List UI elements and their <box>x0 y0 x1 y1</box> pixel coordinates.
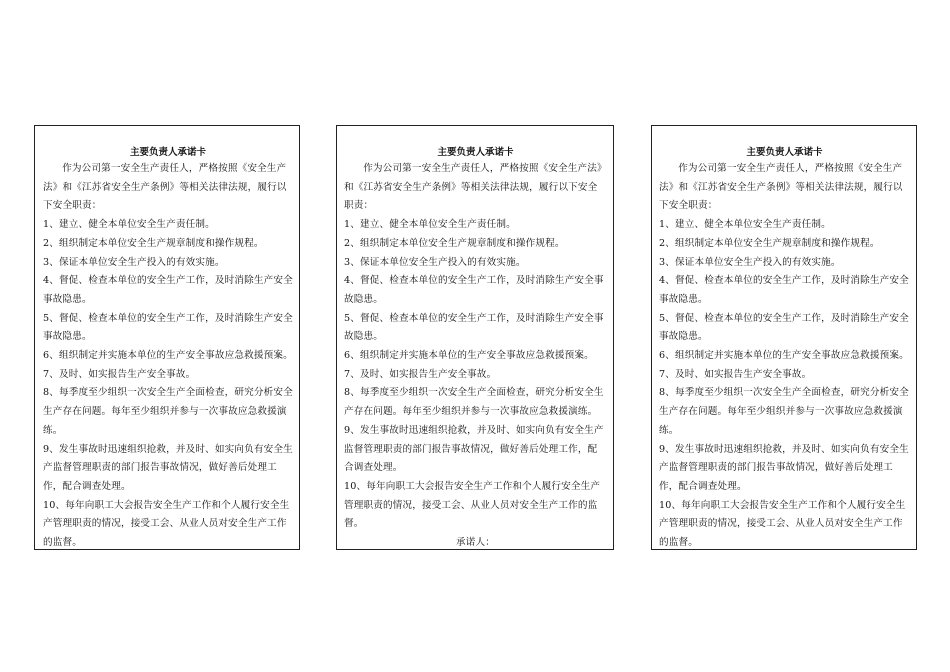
duty-item: 10、每年向职工大会报告安全生产工作和个人履行安全生产管理职责的情况，接受工会、从业人员对安全生产工作的监督。 <box>344 480 601 530</box>
duty-item: 1、建立、健全本单位安全生产责任制。 <box>43 219 215 231</box>
duty-item: 5、督促、检查本单位的安全生产工作，及时消除生产安全事故隐患。 <box>344 312 604 343</box>
card-intro: 作为公司第一安全生产责任人，严格按照《安全生产法》和《江苏省安全生产条例》等相关法律法规，履行以下安全职责： <box>43 163 287 212</box>
card-title: 主要负责人承诺卡 <box>437 147 514 158</box>
duty-item: 7、及时、如实报告生产安全事故。 <box>659 368 812 380</box>
duty-item: 9、发生事故时迅速组织抢救，并及时、如实向负有安全生产监督管理职责的部门报告事故情况，做好善后处理工作，配合调查处理。 <box>43 443 293 492</box>
duty-item: 6、组织制定并实施本单位的生产安全事故应急救援预案。 <box>43 350 293 362</box>
duty-item: 8、每季度至少组织一次安全生产全面检查，研究分析安全生产存在问题。每年至少组织并参与一次事故应急救援演练。 <box>344 387 604 418</box>
card-title: 主要负责人承诺卡 <box>746 147 823 158</box>
duty-item: 6、组织制定并实施本单位的生产安全事故应急救援预案。 <box>344 350 594 362</box>
card-intro: 作为公司第一安全生产责任人，严格按照《安全生产法》和《江苏省安全生产条例》等相关法律法规，履行以下安全职责： <box>659 163 903 212</box>
duty-item: 2、组织制定本单位安全生产规章制度和操作规程。 <box>43 237 264 249</box>
commitment-card <box>34 125 300 550</box>
duty-item: 4、督促、检查本单位的安全生产工作，及时消除生产安全事故隐患。 <box>344 275 604 305</box>
duty-item: 1、建立、健全本单位安全生产责任制。 <box>659 219 831 231</box>
duty-item: 10、每年向职工大会报告安全生产工作和个人履行安全生产管理职责的情况，接受工会、从业人员对安全生产工作的监督。 <box>659 499 906 549</box>
duty-item: 3、保证本单位安全生产投入的有效实施。 <box>43 256 225 268</box>
duty-item: 2、组织制定本单位安全生产规章制度和操作规程。 <box>659 237 880 249</box>
duty-item: 4、督促、检查本单位的安全生产工作，及时消除生产安全事故隐患。 <box>43 275 293 305</box>
card-intro: 作为公司第一安全生产责任人，严格按照《安全生产法》和《江苏省安全生产条例》等相关法律法规，履行以下安全职责： <box>344 163 607 212</box>
duty-item: 3、保证本单位安全生产投入的有效实施。 <box>344 256 526 268</box>
duty-item: 5、督促、检查本单位的安全生产工作，及时消除生产安全事故隐患。 <box>659 312 909 343</box>
duty-item: 9、发生事故时迅速组织抢救，并及时、如实向负有安全生产监督管理职责的部门报告事故情况，做好善后处理工作，配合调查处理。 <box>659 443 909 492</box>
duty-item: 1、建立、健全本单位安全生产责任制。 <box>344 219 516 231</box>
duty-item: 5、督促、检查本单位的安全生产工作，及时消除生产安全事故隐患。 <box>43 312 293 343</box>
duty-item: 7、及时、如实报告生产安全事故。 <box>344 368 497 380</box>
signature-line: 承诺人： <box>456 537 495 549</box>
commitment-card <box>336 125 614 550</box>
duty-item: 2、组织制定本单位安全生产规章制度和操作规程。 <box>344 237 565 249</box>
duty-item: 10、每年向职工大会报告安全生产工作和个人履行安全生产管理职责的情况，接受工会、从业人员对安全生产工作的监督。 <box>43 499 290 549</box>
duty-item: 8、每季度至少组织一次安全生产全面检查，研究分析安全生产存在问题。每年至少组织并参与一次事故应急救援演练。 <box>659 387 909 436</box>
duty-item: 8、每季度至少组织一次安全生产全面检查，研究分析安全生产存在问题。每年至少组织并参与一次事故应急救援演练。 <box>43 387 293 436</box>
duty-item: 6、组织制定并实施本单位的生产安全事故应急救援预案。 <box>659 350 909 362</box>
duty-item: 3、保证本单位安全生产投入的有效实施。 <box>659 256 841 268</box>
card-title: 主要负责人承诺卡 <box>129 147 206 158</box>
duty-item: 4、督促、检查本单位的安全生产工作，及时消除生产安全事故隐患。 <box>659 275 909 305</box>
duty-item: 9、发生事故时迅速组织抢救，并及时、如实向负有安全生产监督管理职责的部门报告事故情况，做好善后处理工作，配合调查处理。 <box>344 424 604 474</box>
commitment-card <box>651 125 917 550</box>
duty-item: 7、及时、如实报告生产安全事故。 <box>43 368 196 380</box>
